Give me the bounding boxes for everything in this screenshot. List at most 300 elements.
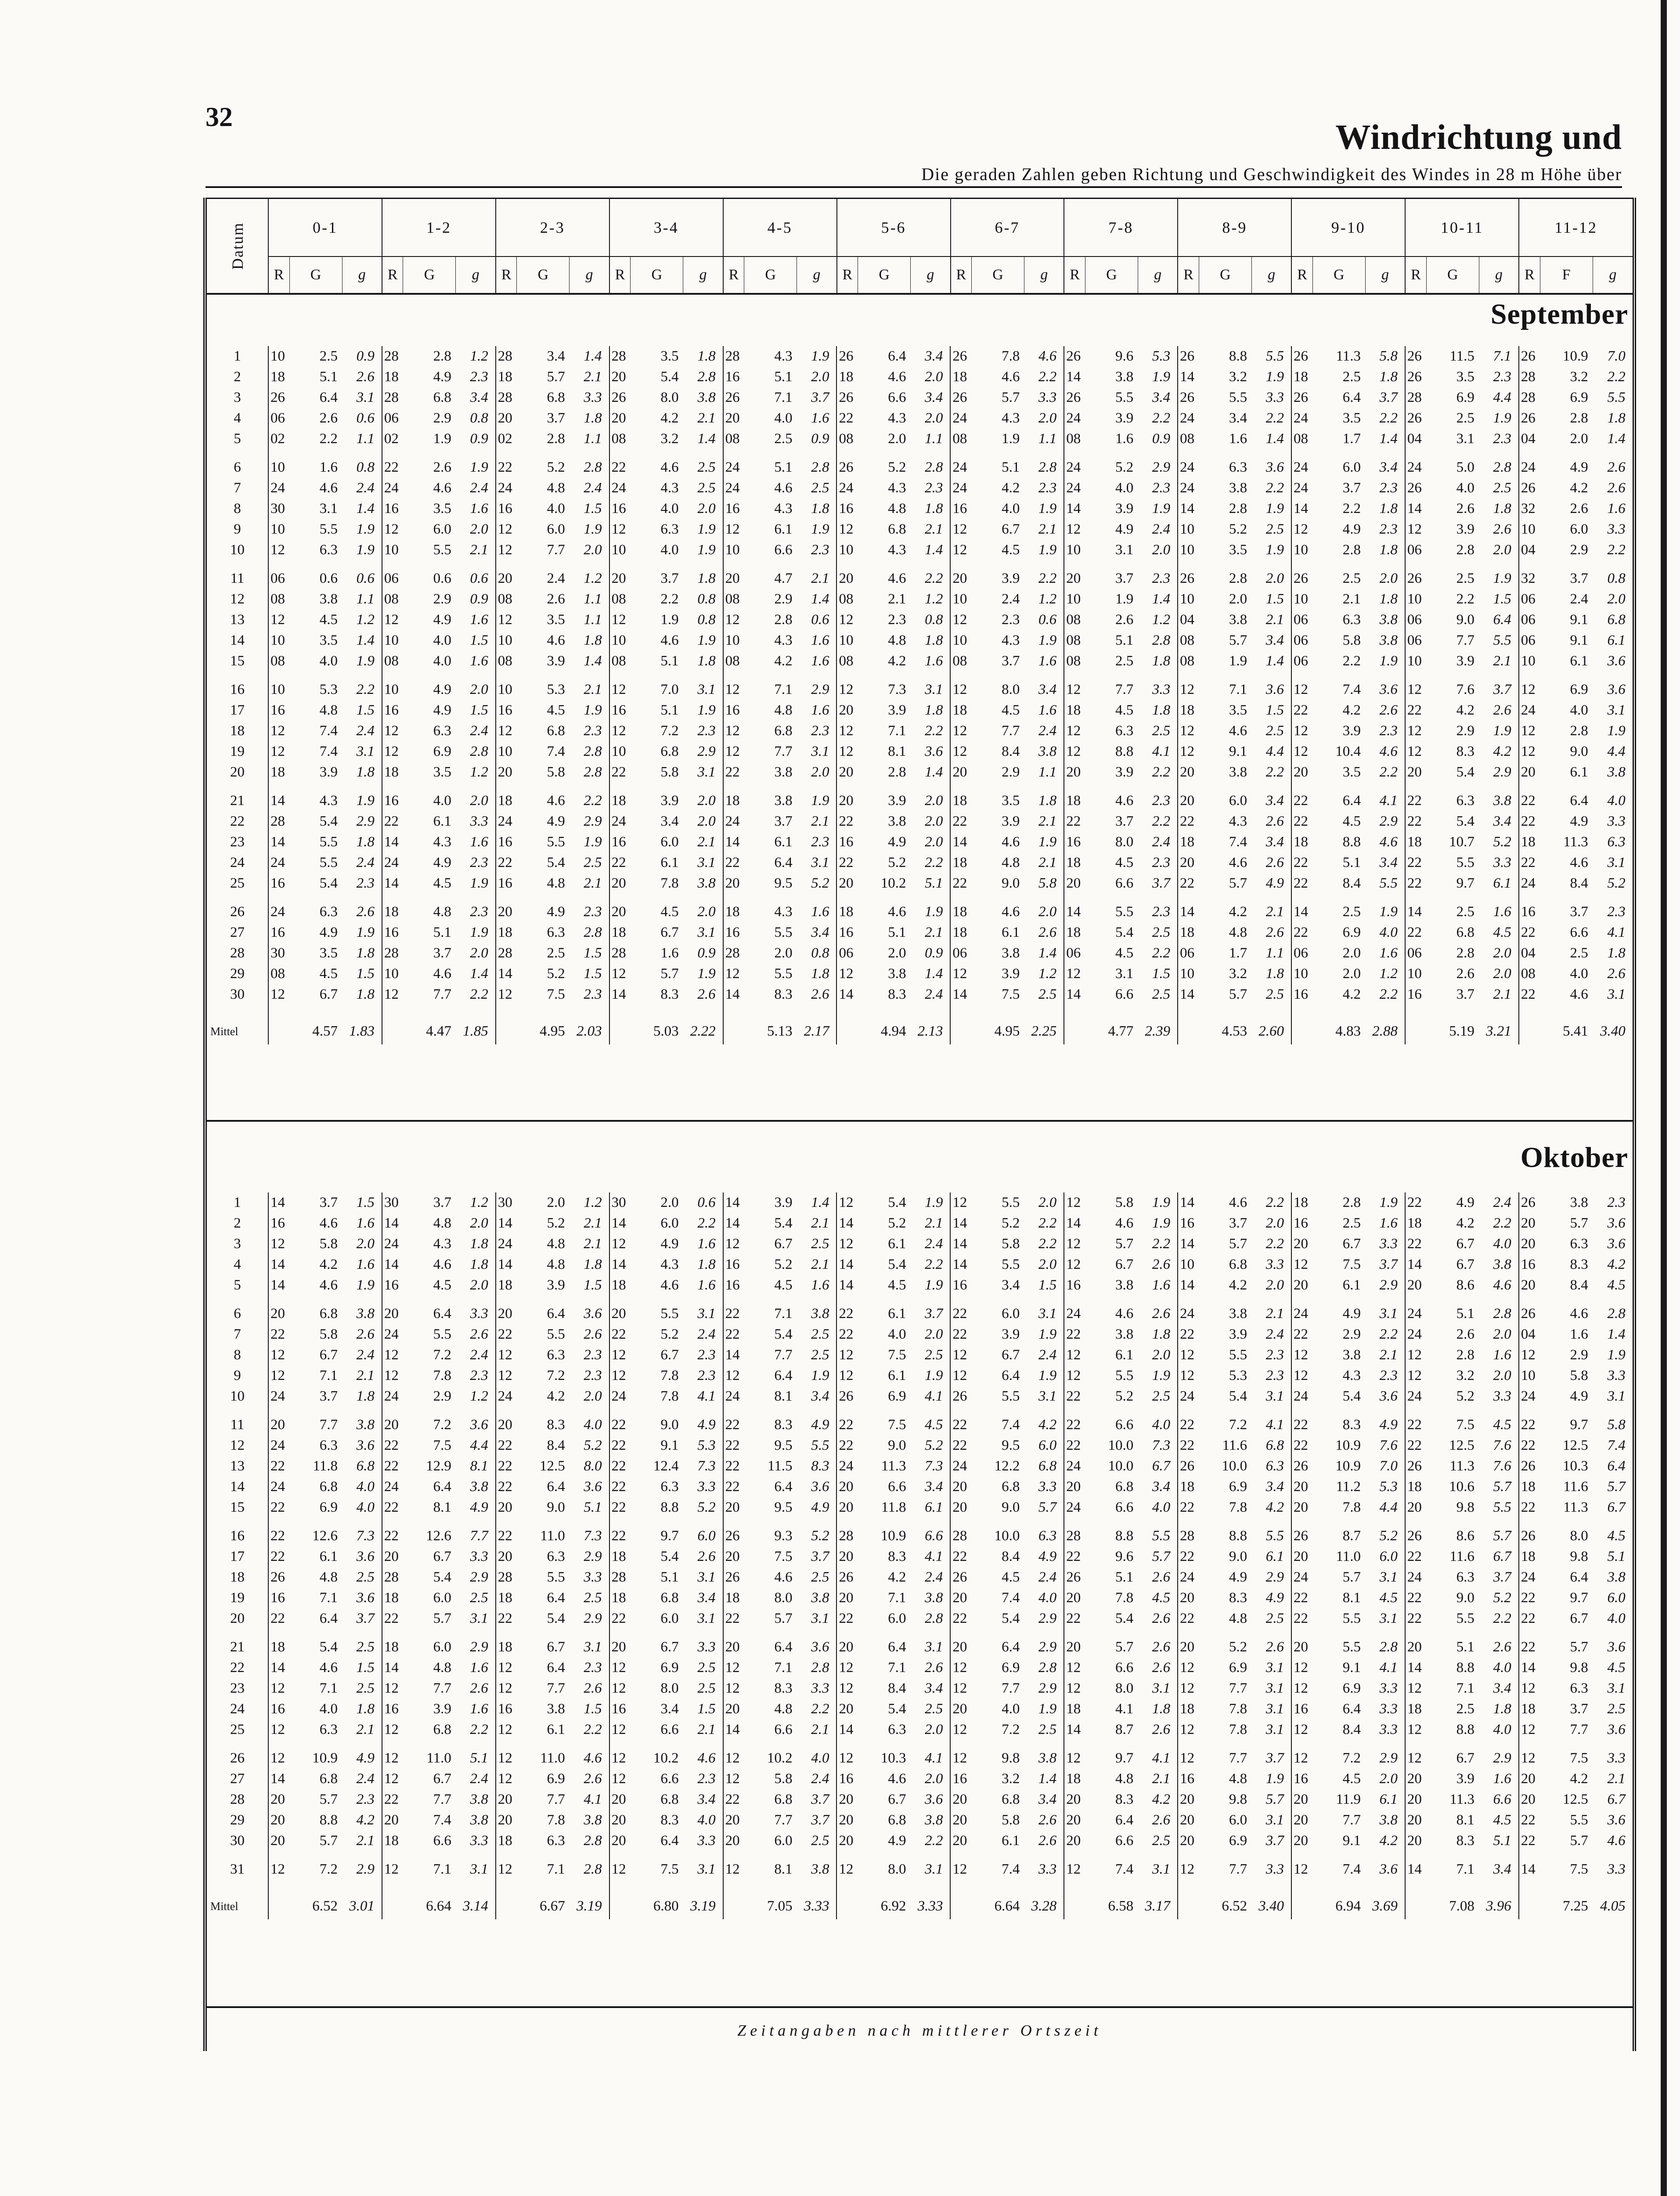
speed-cell: 6.7	[1570, 1611, 1588, 1626]
resultant-cell: 2.0	[470, 793, 488, 809]
direction-cell: 12	[609, 519, 631, 540]
resultant-cell: 5.5	[1379, 875, 1398, 891]
direction-cell: 20	[723, 1699, 744, 1719]
speed-cell: 5.4	[319, 875, 338, 891]
speed-cell: 2.8	[1229, 501, 1247, 516]
speed-cell: 6.4	[888, 1639, 906, 1655]
direction-cell: 12	[382, 1769, 403, 1789]
table-row	[207, 1831, 1633, 1851]
mittel-speed: 6.64	[426, 1898, 451, 1914]
direction-cell: 24	[382, 1386, 403, 1407]
resultant-cell: 1.2	[584, 1195, 602, 1210]
resultant-cell: 2.2	[925, 1257, 943, 1272]
hour-header: 2-3	[496, 199, 609, 257]
speed-cell: 4.5	[433, 1277, 451, 1293]
direction-cell: 10	[1178, 519, 1199, 540]
resultant-cell: 1.6	[1379, 1215, 1398, 1231]
speed-cell: 1.9	[660, 612, 679, 628]
day-cell: 10	[230, 1388, 245, 1404]
resultant-cell: 2.0	[1493, 1326, 1511, 1342]
resultant-cell: 2.2	[470, 1722, 488, 1737]
resultant-cell: 2.4	[356, 1771, 375, 1787]
resultant-cell: 5.3	[1152, 348, 1171, 364]
resultant-cell: 2.9	[470, 1639, 488, 1655]
resultant-cell: 2.3	[1493, 431, 1511, 447]
direction-cell: 24	[382, 1234, 403, 1254]
direction-cell: 26	[609, 387, 631, 408]
direction-cell: 12	[836, 1234, 858, 1254]
speed-cell: 6.1	[888, 1368, 906, 1383]
resultant-cell: 4.1	[1607, 925, 1626, 940]
direction-cell: 16	[1291, 1769, 1312, 1789]
direction-cell: 12	[1405, 1719, 1426, 1740]
speed-cell: 5.7	[433, 1611, 451, 1626]
speed-cell: 9.8	[1570, 1549, 1588, 1564]
speed-cell: 9.1	[1342, 1833, 1361, 1849]
speed-cell: 3.4	[1229, 410, 1247, 426]
resultant-cell: 4.5	[1493, 925, 1511, 940]
speed-cell: 3.7	[1229, 1215, 1247, 1231]
direction-cell: 14	[496, 1213, 517, 1234]
table-row	[207, 1789, 1633, 1810]
speed-cell: 2.5	[1115, 653, 1134, 669]
speed-cell: 3.7	[433, 1195, 451, 1210]
direction-cell: 12	[1291, 1678, 1312, 1699]
day-cell: 15	[230, 653, 245, 669]
resultant-cell: 5.2	[584, 1438, 602, 1453]
sub-header-r: R	[609, 256, 631, 294]
resultant-cell: 2.1	[470, 542, 488, 558]
speed-cell: 4.5	[1002, 1569, 1020, 1585]
speed-cell: 4.9	[433, 702, 451, 718]
speed-cell: 6.3	[1570, 1680, 1588, 1696]
speed-cell: 5.5	[1229, 390, 1247, 405]
resultant-cell: 4.5	[1493, 1417, 1511, 1433]
resultant-cell: 1.6	[1038, 702, 1057, 718]
direction-cell: 18	[950, 922, 971, 943]
speed-cell: 5.4	[1115, 1611, 1134, 1626]
resultant-cell: 2.4	[1152, 834, 1171, 850]
direction-cell: 06	[1291, 943, 1312, 964]
resultant-cell: 3.1	[1379, 1306, 1398, 1322]
day-cell: 15	[230, 1499, 245, 1515]
speed-cell: 5.1	[1002, 459, 1020, 475]
direction-cell: 22	[1178, 811, 1199, 832]
speed-cell: 4.6	[660, 1277, 679, 1293]
speed-cell: 9.7	[1570, 1417, 1588, 1433]
speed-cell: 4.6	[1115, 1306, 1134, 1322]
speed-cell: 3.1	[1456, 431, 1475, 447]
resultant-cell: 1.8	[697, 571, 716, 586]
mittel-speed: 5.13	[767, 1023, 793, 1039]
speed-cell: 12.5	[1563, 1438, 1588, 1453]
direction-cell: 20	[950, 1477, 971, 1497]
speed-cell: 9.1	[1342, 1660, 1361, 1676]
resultant-cell: 4.0	[1152, 1499, 1171, 1515]
direction-cell: 16	[268, 922, 289, 943]
speed-cell: 6.0	[660, 1215, 679, 1231]
resultant-cell: 1.4	[584, 348, 602, 364]
day-cell: 24	[230, 1701, 245, 1717]
resultant-cell: 2.6	[1152, 1257, 1171, 1272]
resultant-cell: 2.8	[584, 459, 602, 475]
direction-cell: 06	[1291, 630, 1312, 651]
resultant-cell: 0.6	[356, 410, 375, 426]
speed-cell: 7.1	[319, 1680, 338, 1696]
direction-cell: 22	[1405, 873, 1426, 894]
direction-cell: 16	[382, 783, 403, 811]
resultant-cell: 4.2	[1265, 1499, 1284, 1515]
direction-cell: 16	[1291, 1699, 1312, 1719]
speed-cell: 7.7	[774, 1812, 793, 1828]
direction-cell: 10	[496, 741, 517, 762]
direction-cell: 14	[723, 832, 744, 852]
speed-cell: 3.1	[1115, 542, 1134, 558]
direction-cell: 14	[268, 1254, 289, 1275]
direction-cell: 12	[268, 1851, 289, 1880]
direction-cell: 22	[1291, 852, 1312, 873]
speed-cell: 2.2	[1342, 501, 1361, 516]
datum-header: Datum	[228, 222, 246, 270]
direction-cell: 16	[268, 1588, 289, 1608]
resultant-cell: 2.0	[811, 764, 829, 780]
resultant-cell: 1.1	[584, 591, 602, 607]
direction-cell: 20	[1064, 1629, 1085, 1658]
speed-cell: 6.9	[1229, 1660, 1247, 1676]
resultant-cell: 1.8	[697, 653, 716, 669]
speed-cell: 10.0	[1108, 1458, 1134, 1474]
resultant-cell: 1.8	[1379, 591, 1398, 607]
resultant-cell: 2.8	[1038, 1660, 1057, 1676]
resultant-cell: 1.4	[925, 764, 943, 780]
speed-cell: 4.2	[1456, 1215, 1475, 1231]
direction-cell: 12	[609, 1658, 631, 1678]
direction-cell: 12	[1291, 1740, 1312, 1769]
speed-cell: 3.9	[1229, 1326, 1247, 1342]
speed-cell: 4.6	[888, 904, 906, 920]
resultant-cell: 1.9	[1038, 632, 1057, 648]
direction-cell: 28	[609, 943, 631, 964]
direction-cell: 12	[1519, 1740, 1540, 1769]
direction-cell: 22	[382, 1497, 403, 1518]
direction-cell: 06	[1405, 610, 1426, 630]
speed-cell: 3.9	[1002, 813, 1020, 829]
direction-cell: 20	[723, 1810, 744, 1831]
direction-cell: 20	[1291, 1810, 1312, 1831]
direction-cell: 26	[1519, 408, 1540, 429]
direction-cell: 12	[496, 1719, 517, 1740]
speed-cell: 2.0	[1570, 431, 1588, 447]
table-row	[207, 894, 1633, 922]
direction-cell: 18	[836, 894, 858, 922]
speed-cell: 4.2	[1570, 1771, 1588, 1787]
speed-cell: 4.0	[1002, 1701, 1020, 1717]
speed-cell: 4.3	[433, 834, 451, 850]
resultant-cell: 0.6	[697, 1195, 716, 1210]
direction-cell: 08	[1064, 610, 1085, 630]
speed-cell: 3.5	[1456, 369, 1475, 385]
speed-cell: 4.0	[433, 793, 451, 809]
direction-cell: 14	[950, 1213, 971, 1234]
direction-cell: 22	[496, 1435, 517, 1456]
speed-cell: 3.4	[660, 1701, 679, 1717]
resultant-cell: 2.6	[1152, 1660, 1171, 1676]
resultant-cell: 1.9	[584, 834, 602, 850]
speed-cell: 7.8	[660, 875, 679, 891]
direction-cell: 12	[268, 1678, 289, 1699]
direction-cell: 20	[268, 1789, 289, 1810]
direction-cell: 24	[496, 1234, 517, 1254]
direction-cell: 22	[268, 1518, 289, 1546]
speed-cell: 6.6	[433, 1833, 451, 1849]
speed-cell: 8.4	[1342, 1722, 1361, 1737]
direction-cell: 28	[496, 387, 517, 408]
speed-cell: 4.0	[433, 632, 451, 648]
speed-cell: 3.9	[774, 1195, 793, 1210]
resultant-cell: 2.3	[1265, 1347, 1284, 1363]
speed-cell: 6.6	[774, 542, 793, 558]
speed-cell: 12.6	[426, 1528, 451, 1544]
direction-cell: 20	[268, 1296, 289, 1324]
direction-cell: 24	[723, 478, 744, 498]
speed-cell: 5.5	[1115, 390, 1134, 405]
resultant-cell: 3.4	[1265, 632, 1284, 648]
resultant-cell: 2.8	[584, 1833, 602, 1849]
resultant-cell: 1.9	[1038, 1326, 1057, 1342]
resultant-cell: 1.2	[1152, 612, 1171, 628]
speed-cell: 5.7	[774, 1611, 793, 1626]
speed-cell: 3.8	[1570, 1195, 1588, 1210]
resultant-cell: 5.2	[811, 1528, 829, 1544]
direction-cell: 10	[1291, 540, 1312, 560]
direction-cell: 16	[836, 922, 858, 943]
direction-cell: 24	[268, 852, 289, 873]
resultant-cell: 3.7	[1379, 1257, 1398, 1272]
speed-cell: 5.2	[1229, 1639, 1247, 1655]
sub-header-r: R	[1519, 256, 1540, 294]
resultant-cell: 3.7	[1152, 875, 1171, 891]
direction-cell: 10	[1405, 651, 1426, 672]
direction-cell: 20	[496, 1407, 517, 1435]
speed-cell: 4.6	[888, 571, 906, 586]
resultant-cell: 3.7	[811, 1812, 829, 1828]
direction-cell: 10	[723, 540, 744, 560]
day-cell: 25	[230, 875, 245, 891]
resultant-cell: 1.8	[1607, 410, 1626, 426]
direction-cell: 10	[1519, 519, 1540, 540]
speed-cell: 9.0	[660, 1417, 679, 1433]
direction-cell: 14	[836, 1719, 858, 1740]
direction-cell: 10	[1064, 540, 1085, 560]
resultant-cell: 1.1	[356, 591, 375, 607]
resultant-cell: 6.0	[1607, 1590, 1626, 1606]
resultant-cell: 2.9	[584, 813, 602, 829]
direction-cell: 20	[836, 1477, 858, 1497]
speed-cell: 2.0	[547, 1195, 565, 1210]
direction-cell: 20	[609, 1296, 631, 1324]
mittel-resultant: 2.17	[804, 1023, 829, 1039]
resultant-cell: 3.6	[356, 1438, 375, 1453]
resultant-cell: 1.6	[811, 410, 829, 426]
speed-cell: 4.6	[888, 1771, 906, 1787]
speed-cell: 7.7	[1456, 632, 1475, 648]
resultant-cell: 2.3	[470, 904, 488, 920]
speed-cell: 4.2	[319, 1257, 338, 1272]
resultant-cell: 3.8	[697, 875, 716, 891]
resultant-cell: 2.2	[1379, 410, 1398, 426]
direction-cell: 24	[1519, 449, 1540, 478]
resultant-cell: 6.0	[697, 1528, 716, 1544]
direction-cell: 22	[496, 1324, 517, 1345]
resultant-cell: 3.6	[584, 1479, 602, 1495]
speed-cell: 4.3	[888, 410, 906, 426]
speed-cell: 5.5	[433, 1326, 451, 1342]
resultant-cell: 2.5	[470, 1590, 488, 1606]
speed-cell: 4.0	[1570, 702, 1588, 718]
speed-cell: 4.9	[1570, 1388, 1588, 1404]
resultant-cell: 3.3	[1038, 1861, 1057, 1877]
speed-cell: 2.9	[774, 591, 793, 607]
resultant-cell: 1.6	[697, 1277, 716, 1293]
resultant-cell: 2.5	[811, 1833, 829, 1849]
resultant-cell: 1.9	[1152, 501, 1171, 516]
direction-cell: 12	[496, 721, 517, 741]
direction-cell: 14	[836, 1213, 858, 1234]
direction-cell: 26	[1519, 478, 1540, 498]
speed-cell: 5.5	[774, 925, 793, 940]
resultant-cell: 1.9	[470, 925, 488, 940]
resultant-cell: 2.3	[470, 855, 488, 870]
resultant-cell: 0.9	[470, 431, 488, 447]
resultant-cell: 3.3	[1379, 1722, 1398, 1737]
resultant-cell: 2.1	[1379, 1347, 1398, 1363]
direction-cell: 12	[268, 1234, 289, 1254]
resultant-cell: 3.3	[1493, 1388, 1511, 1404]
direction-cell: 08	[1064, 651, 1085, 672]
direction-cell: 20	[268, 1407, 289, 1435]
resultant-cell: 3.1	[1265, 1722, 1284, 1737]
direction-cell: 24	[1519, 1386, 1540, 1407]
speed-cell: 4.9	[1229, 1569, 1247, 1585]
speed-cell: 4.3	[1002, 632, 1020, 648]
direction-cell: 20	[836, 700, 858, 721]
resultant-cell: 6.7	[1152, 1458, 1171, 1474]
direction-cell: 12	[1519, 1678, 1540, 1699]
direction-cell: 12	[1291, 741, 1312, 762]
mittel-resultant: 3.19	[690, 1898, 716, 1914]
speed-cell: 3.4	[547, 348, 565, 364]
direction-cell: 22	[836, 1324, 858, 1345]
speed-cell: 11.5	[768, 1458, 793, 1474]
direction-cell: 12	[382, 984, 403, 1005]
resultant-cell: 1.2	[925, 591, 943, 607]
direction-cell: 04	[1405, 429, 1426, 449]
table-row	[207, 1851, 1633, 1880]
speed-cell: 12.2	[994, 1458, 1020, 1474]
speed-cell: 7.1	[774, 1660, 793, 1676]
speed-cell: 5.2	[1456, 1388, 1475, 1404]
resultant-cell: 3.7	[1493, 682, 1511, 697]
direction-cell: 20	[1291, 1497, 1312, 1518]
speed-cell: 5.7	[1570, 1215, 1588, 1231]
direction-cell: 12	[723, 1851, 744, 1880]
resultant-cell: 1.6	[697, 1236, 716, 1252]
direction-cell: 28	[1519, 387, 1540, 408]
resultant-cell: 2.3	[811, 834, 829, 850]
resultant-cell: 6.1	[1265, 1549, 1284, 1564]
direction-cell: 16	[382, 1275, 403, 1296]
speed-cell: 3.9	[1342, 723, 1361, 739]
resultant-cell: 1.4	[1038, 945, 1057, 961]
speed-cell: 4.6	[433, 966, 451, 982]
direction-cell: 26	[1064, 1567, 1085, 1588]
speed-cell: 5.4	[547, 855, 565, 870]
speed-cell: 6.4	[774, 1368, 793, 1383]
resultant-cell: 2.3	[470, 1368, 488, 1383]
resultant-cell: 2.0	[925, 834, 943, 850]
resultant-cell: 3.1	[1607, 702, 1626, 718]
direction-cell: 24	[723, 449, 744, 478]
table-row	[207, 1567, 1633, 1588]
direction-cell: 10	[382, 540, 403, 560]
speed-cell: 5.7	[1229, 986, 1247, 1002]
resultant-cell: 4.9	[1265, 1590, 1284, 1606]
direction-cell: 12	[382, 610, 403, 630]
mittel-row	[207, 1880, 1633, 1919]
speed-cell: 3.7	[1570, 571, 1588, 586]
resultant-cell: 3.6	[1607, 1722, 1626, 1737]
direction-cell: 12	[609, 1740, 631, 1769]
speed-cell: 6.0	[1229, 793, 1247, 809]
speed-cell: 8.1	[774, 1388, 793, 1404]
resultant-cell: 2.1	[811, 1257, 829, 1272]
speed-cell: 7.1	[888, 723, 906, 739]
speed-cell: 4.8	[433, 1215, 451, 1231]
resultant-cell: 1.9	[811, 1368, 829, 1383]
direction-cell: 26	[950, 1386, 971, 1407]
resultant-cell: 1.8	[356, 1388, 375, 1404]
direction-cell: 16	[836, 498, 858, 519]
resultant-cell: 3.3	[470, 1833, 488, 1849]
speed-cell: 9.5	[774, 1438, 793, 1453]
resultant-cell: 2.0	[1379, 1771, 1398, 1787]
resultant-cell: 4.6	[1379, 834, 1398, 850]
direction-cell: 22	[723, 1789, 744, 1810]
direction-cell: 26	[268, 1567, 289, 1588]
direction-cell: 16	[382, 922, 403, 943]
direction-cell: 10	[1178, 589, 1199, 610]
speed-cell: 7.1	[1456, 1680, 1475, 1696]
mittel-speed: 4.95	[994, 1023, 1020, 1039]
direction-cell: 12	[496, 1658, 517, 1678]
hour-header: 10-11	[1405, 199, 1519, 257]
direction-cell: 14	[1519, 1851, 1540, 1880]
mittel-empty	[950, 1005, 971, 1044]
speed-cell: 2.5	[1570, 945, 1588, 961]
resultant-cell: 3.1	[1607, 1388, 1626, 1404]
direction-cell: 12	[836, 964, 858, 984]
resultant-cell: 4.4	[1265, 744, 1284, 759]
resultant-cell: 3.4	[470, 390, 488, 405]
direction-cell: 14	[836, 1275, 858, 1296]
speed-cell: 2.0	[660, 1195, 679, 1210]
resultant-cell: 1.6	[811, 1277, 829, 1293]
speed-cell: 2.8	[1229, 571, 1247, 586]
resultant-cell: 3.4	[811, 925, 829, 940]
speed-cell: 3.4	[1002, 1277, 1020, 1293]
speed-cell: 4.3	[1229, 813, 1247, 829]
speed-cell: 4.6	[1229, 723, 1247, 739]
